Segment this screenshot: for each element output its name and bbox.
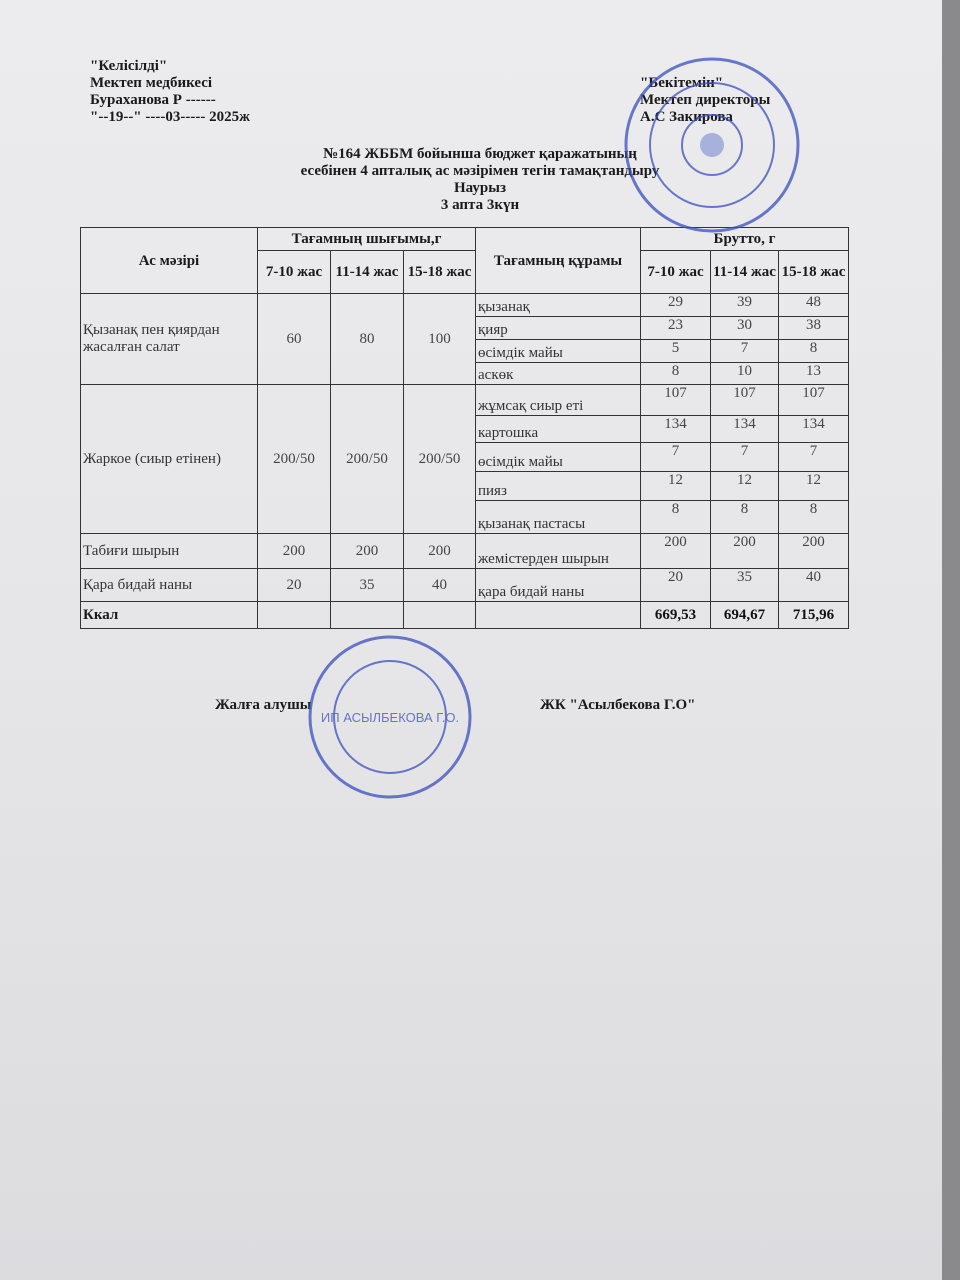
brutto-value: 35 xyxy=(711,569,779,602)
brutto-value: 30 xyxy=(711,317,779,340)
age-header: 15-18 жас xyxy=(779,251,849,294)
brutto-value: 134 xyxy=(779,416,849,443)
entrepreneur-stamp xyxy=(305,632,475,802)
approval-left xyxy=(90,58,250,126)
brutto-value: 8 xyxy=(641,501,711,534)
header-composition: Тағамның құрамы xyxy=(476,228,641,294)
brutto-value: 7 xyxy=(711,443,779,472)
ingredient-name: пияз xyxy=(476,472,641,501)
brutto-value: 39 xyxy=(711,294,779,317)
dish-name: Қара бидай наны xyxy=(81,569,258,602)
brutto-value: 200 xyxy=(779,534,849,569)
age-header: 7-10 жас xyxy=(258,251,331,294)
yield-value: 200 xyxy=(331,534,404,569)
brutto-value: 8 xyxy=(779,501,849,534)
brutto-value: 48 xyxy=(779,294,849,317)
brutto-value: 38 xyxy=(779,317,849,340)
director-name: А.С Закирова xyxy=(640,109,733,125)
approval-label: "Келісілді" xyxy=(90,58,168,74)
week-day: 3 апта 3күн xyxy=(440,197,520,213)
brutto-value: 40 xyxy=(779,569,849,602)
ingredient-name: аскөк xyxy=(476,363,641,385)
brutto-value: 12 xyxy=(779,472,849,501)
yield-value: 200 xyxy=(404,534,476,569)
menu-table xyxy=(80,227,849,629)
director-title: Мектеп директоры xyxy=(640,92,771,108)
header-menu: Ас мәзірі xyxy=(81,228,258,294)
age-header: 15-18 жас xyxy=(404,251,476,294)
brutto-value: 12 xyxy=(641,472,711,501)
yield-value: 200 xyxy=(258,534,331,569)
brutto-value: 7 xyxy=(641,443,711,472)
age-header: 11-14 жас xyxy=(331,251,404,294)
brutto-value: 8 xyxy=(779,340,849,363)
title-line: №164 ЖББМ бойынша бюджет қаражатының xyxy=(323,146,637,162)
ingredient-name: қара бидай наны xyxy=(476,569,641,602)
header-brutto: Брутто, г xyxy=(641,228,849,251)
brutto-value: 107 xyxy=(641,385,711,416)
yield-value: 200/50 xyxy=(404,385,476,534)
brutto-value: 7 xyxy=(711,340,779,363)
brutto-value: 8 xyxy=(711,501,779,534)
ingredient-name: картошка xyxy=(476,416,641,443)
yield-value: 60 xyxy=(258,294,331,385)
table-row xyxy=(81,294,849,317)
kcal-label: Ккал xyxy=(81,602,258,629)
table-row xyxy=(81,385,849,416)
dish-name: Қызанақ пен қиярдан жасалған салат xyxy=(81,294,258,385)
brutto-value: 10 xyxy=(711,363,779,385)
yield-value: 100 xyxy=(404,294,476,385)
age-header: 11-14 жас xyxy=(711,251,779,294)
brutto-value: 5 xyxy=(641,340,711,363)
brutto-value: 107 xyxy=(711,385,779,416)
yield-value: 80 xyxy=(331,294,404,385)
brutto-value: 8 xyxy=(641,363,711,385)
brutto-value: 12 xyxy=(711,472,779,501)
kcal-value: 715,96 xyxy=(779,602,849,629)
yield-value: 40 xyxy=(404,569,476,602)
brutto-value: 13 xyxy=(779,363,849,385)
dish-name: Табиғи шырын xyxy=(81,534,258,569)
ingredient-name: өсімдік майы xyxy=(476,340,641,363)
age-header: 7-10 жас xyxy=(641,251,711,294)
table-row xyxy=(81,534,849,569)
header-yield: Тағамның шығымы,г xyxy=(258,228,476,251)
table-row xyxy=(81,569,849,602)
brutto-value: 134 xyxy=(711,416,779,443)
nurse-name: Бураханова Р ------ xyxy=(90,92,216,108)
dish-name: Жаркое (сиыр етінен) xyxy=(81,385,258,534)
provider-label: ЖК "Асылбекова Г.О" xyxy=(540,697,696,713)
kcal-row xyxy=(81,602,849,629)
approve-label: "Бекітемін" xyxy=(640,75,724,91)
title-line: есебінен 4 апталық ас мәзірімен тегін тамақтандыру xyxy=(300,163,660,179)
month: Наурыз xyxy=(454,180,506,196)
brutto-value: 107 xyxy=(779,385,849,416)
yield-value: 200/50 xyxy=(331,385,404,534)
nurse-title: Мектеп медбикесі xyxy=(90,75,213,91)
school-stamp xyxy=(622,55,802,235)
ingredient-name: жұмсақ сиыр еті xyxy=(476,385,641,416)
kcal-value: 669,53 xyxy=(641,602,711,629)
yield-value: 35 xyxy=(331,569,404,602)
brutto-value: 200 xyxy=(641,534,711,569)
brutto-value: 200 xyxy=(711,534,779,569)
ingredient-name: жемістерден шырын xyxy=(476,534,641,569)
brutto-value: 20 xyxy=(641,569,711,602)
stamp-text: ИП АСЫЛБЕКОВА Г.О. xyxy=(320,710,460,725)
brutto-value: 23 xyxy=(641,317,711,340)
yield-value: 200/50 xyxy=(258,385,331,534)
ingredient-name: өсімдік майы xyxy=(476,443,641,472)
brutto-value: 7 xyxy=(779,443,849,472)
kcal-value: 694,67 xyxy=(711,602,779,629)
yield-value: 20 xyxy=(258,569,331,602)
brutto-value: 134 xyxy=(641,416,711,443)
brutto-value: 29 xyxy=(641,294,711,317)
ingredient-name: қияр xyxy=(476,317,641,340)
ingredient-name: қызанақ пастасы xyxy=(476,501,641,534)
ingredient-name: қызанақ xyxy=(476,294,641,317)
approval-date: "--19--" ----03----- 2025ж xyxy=(90,109,250,125)
receiver-label: Жалға алушы xyxy=(215,697,312,713)
